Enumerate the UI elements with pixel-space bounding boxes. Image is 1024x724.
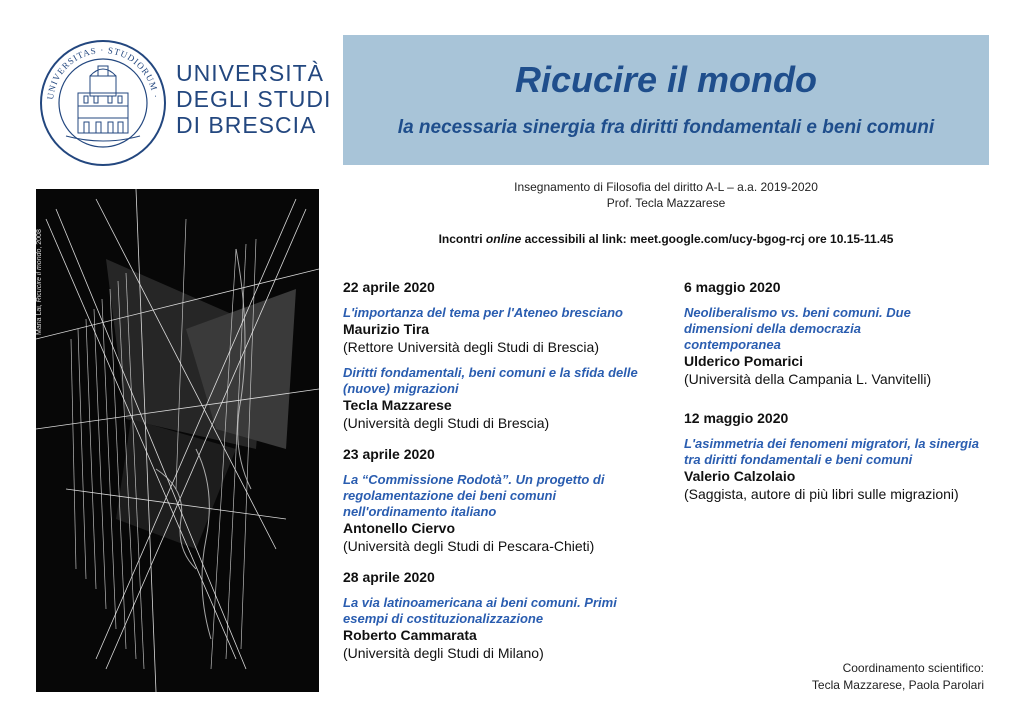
caption-year: , 2008 (36, 229, 43, 249)
session-date: 12 maggio 2020 (684, 410, 789, 426)
artwork-image (36, 189, 319, 692)
talk-title: La via latinoamericana ai beni comuni. Primi esempi di costituzionalizzazione (343, 595, 617, 626)
speaker-affiliation: (Università degli Studi di Brescia) (343, 415, 550, 431)
speaker-affiliation: (Università degli Studi di Pescara-Chieti) (343, 538, 595, 554)
session (684, 410, 994, 503)
session-date: 6 maggio 2020 (684, 279, 781, 295)
caption-title: Ricucire il mondo (36, 248, 43, 303)
speaker-affiliation: (Rettore Università degli Studi di Brescia) (343, 339, 599, 355)
speaker-name: Ulderico Pomarici (684, 353, 804, 369)
title-banner (343, 35, 989, 165)
session (343, 569, 673, 662)
university-name-line2: DEGLI STUDI (176, 86, 332, 112)
talk-title: L'importanza del tema per l'Ateneo bresciano (343, 305, 623, 320)
page-title: Ricucire il mondo (514, 59, 818, 100)
university-name-line1: UNIVERSITÀ (176, 60, 325, 86)
meeting-link-line (343, 232, 989, 246)
meeting-link[interactable]: accessibili al link: meet.google.com/ucy-bgog-rcj ore 10.15-11.45 (521, 232, 894, 246)
talk (684, 305, 994, 388)
speaker-name: Valerio Calzolaio (684, 468, 796, 484)
coordination-block (770, 660, 984, 694)
session (343, 446, 673, 555)
course-line: Insegnamento di Filosofia del diritto A-L – a.a. 2019-2020 (514, 180, 818, 194)
talk-title: La “Commissione Rodotà”. Un progetto di regolamentazione dei beni comuni nell'ordinamento italiano (343, 472, 605, 519)
talk (343, 595, 673, 662)
speaker-name: Maurizio Tira (343, 321, 430, 337)
talk (343, 472, 673, 555)
artwork-caption (36, 205, 60, 335)
talk-title: Diritti fondamentali, beni comuni e la sfida delle (nuove) migrazioni (343, 365, 638, 396)
link-prefix: Incontri (438, 232, 486, 246)
talk (343, 305, 673, 356)
coordination-label: Coordinamento scientifico: (842, 661, 984, 675)
session-date: 28 aprile 2020 (343, 569, 435, 585)
speaker-name: Tecla Mazzarese (343, 397, 452, 413)
seal-text: UNIVERSITAS · STUDIORUM · (45, 44, 161, 101)
speaker-affiliation: (Saggista, autore di più libri sulle migrazioni) (684, 486, 959, 502)
professor-line: Prof. Tecla Mazzarese (606, 196, 726, 210)
talk-title: L'asimmetria dei fenomeni migratori, la sinergia tra diritti fondamentali e beni comuni (684, 436, 979, 467)
talk-title: Neoliberalismo vs. beni comuni. Due dimensioni della democrazia contemporanea (684, 305, 911, 352)
speaker-name: Antonello Ciervo (343, 520, 456, 536)
coordination-names: Tecla Mazzarese, Paola Parolari (811, 678, 984, 692)
link-online-word: online (485, 232, 522, 246)
program-right-column (684, 279, 994, 517)
speaker-affiliation: (Università degli Studi di Milano) (343, 645, 544, 661)
session (343, 279, 673, 432)
page-subtitle: la necessaria sinergia fra diritti fondamentali e beni comuni (397, 117, 935, 138)
speaker-name: Roberto Cammarata (343, 627, 477, 643)
session-date: 23 aprile 2020 (343, 446, 435, 462)
caption-author: Maria Lai, (36, 302, 43, 335)
session (684, 279, 994, 388)
speaker-affiliation: (Università della Campania L. Vanvitelli) (684, 371, 932, 387)
talk (684, 436, 994, 503)
program-left-column (343, 279, 673, 676)
university-name-line3: DI BRESCIA (176, 112, 317, 138)
university-seal (38, 38, 168, 168)
talk (343, 365, 673, 432)
session-date: 22 aprile 2020 (343, 279, 435, 295)
